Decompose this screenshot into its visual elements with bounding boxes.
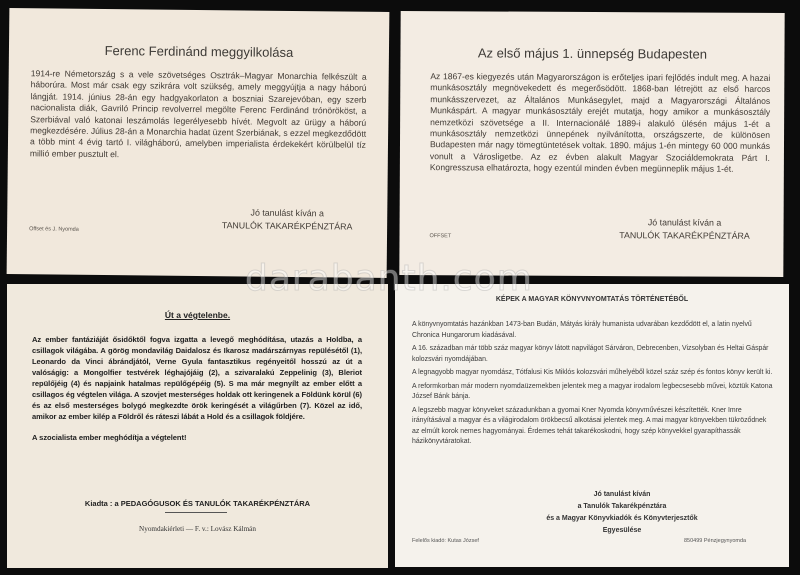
card-footer-right: 850499 Pénzjegynyomda (684, 538, 747, 544)
card-signature (197, 206, 377, 233)
signature-line-2: a Tanulók Takarékpénztára (577, 503, 667, 510)
signature-line-1: Jó tanulást kíván a (647, 217, 722, 228)
card-body (412, 320, 774, 451)
watermark: darabanth.com (245, 258, 533, 299)
card-paragraph: Az ember fantáziáját ősidőktől fogva izgatta a levegő meghódítása, utazás a Holdba, a csillagok világába. A görög mondavilág Daidalosz és Ikarosz madárszárnyas repülésétől (1), Leonardo da Vinci ábrándjától, Verne Gyula fantasztikus regényeitől hosszú az út a valóságig: a Mongolfier testvérek léghajójáig (2), a szivaralakú Zeppelinig (3), Bleriot repülőjéig (4) és napjaink hatalmas repülőgépéig (5). S ma már megnyílt az ember előtt a csillagos ég végtelen világa. A szovjet mesterséges holdak ott keringenek a Földünk körül (6) és az első mesterséges bolygó megkezdte örök keringését a világűrben (7). Közel az idő, amikor az ember kilép a Földről és ráteszi lábát a Hold és a csillagok földjére. (32, 335, 362, 422)
card-footer-left: Felelős kiadó: Kutas József (412, 538, 479, 544)
printer-line: Nyomdakiérleti — F. v.: Lovász Kálmán (139, 525, 256, 533)
card-paragraph: A legszebb magyar könyveket századunkban a gyomai Kner Nyomda könyvművészei készítették. Kner Imre irányításával a magyar és a világirodalom örökbecsű alkotásai jelentek meg. A mai magyar könyvekben tükröződnek az elmúlt korok nemes hagyományai. Érdemes tehát takarékoskodni, hogy szép könyvekkel gyarapíthassák házikönyvtáratokat. (412, 406, 767, 445)
publisher-line: Kiadta : a PEDAGÓGUSOK ÉS TANULÓK TAKARÉKPÉNZTÁRA (84, 499, 311, 508)
card-paragraph: A reformkorban már modern nyomdaüzemekben jelentek meg a magyar irodalom legbecsesebb művei, köztük Katona József Bánk bánja. (412, 382, 773, 400)
signature-line-4: Egyesülése (602, 527, 642, 534)
card-majus-1 (399, 11, 784, 277)
card-footer: OFFSET (429, 233, 452, 240)
card-title: Ferenc Ferdinánd meggyilkolása (104, 43, 294, 60)
divider (165, 512, 227, 513)
signature-line-2: TANULÓK TAKARÉKPÉNZTÁRA (619, 229, 750, 241)
signature-line-1: Jó tanulást kíván (593, 491, 651, 498)
card-body (32, 334, 362, 443)
signature-line-1: Jó tanulást kíván a (250, 207, 324, 219)
card-body: 1914-re Németország s a vele szövetséges Osztrák–Magyar Monarchia felkészült a háborúra. Most már csak egy szikrára volt szükség, amely meggyújtja a nagy háború lángját. 1914. június 28-án egy hadgyakorlaton a boszniai Szarejevóban, egy szerb nacionalista diák, Gavriló Princip revolverrel megölte Ferenc Ferdinánd trónörököst, a Szerbiával való katonai leszámolás legerélyesebb hívét. Megvolt az ürügy a háború megkezdésére. Július 28-án a Monarchia hadat üzent Szerbiának, s ezzel megkezdődött a több mint 4 évig tartó I. világháború, amelyben imperialista érdekekért körülbelül tíz millió ember pusztult el. (29, 68, 367, 160)
card-paragraph: A könyvnyomtatás hazánkban 1473-ban Budán, Mátyás király humanista udvarában kezdődött el, a latin nyelvű Chronica Hungarorum kiadásával. (412, 321, 752, 339)
card-signature (455, 489, 789, 537)
card-paragraph: A legnagyobb magyar nyomdász, Tótfalusi Kis Miklós kolozsvári műhelyéből közel száz szép és fontos könyv került ki. (412, 369, 773, 376)
signature-line-2: TANULÓK TAKARÉKPÉNZTÁRA (221, 219, 353, 232)
card-title: Az első május 1. ünnepség Budapesten (477, 45, 708, 62)
card-paragraph: A 16. században már több száz magyar könyv látott napvilágot Sárváron, Debrecenben, Vizsolyban és Heltai Gáspár kolozsvári nyomdájában. (412, 345, 769, 363)
card-ut-a-vegtelenbe (7, 284, 388, 568)
signature-line-3: és a Magyar Könyvkiadók és Könyvterjesztők (546, 515, 698, 522)
card-signature (594, 216, 774, 242)
card-konyvnyomtatas (395, 284, 789, 567)
card-slogan: A szocialista ember meghódítja a végtelent! (32, 433, 187, 443)
card-title: Út a végtelenbe. (164, 310, 231, 320)
card-title: KÉPEK A MAGYAR KÖNYVNYOMTATÁS TÖRTÉNETÉBŐL (495, 296, 689, 303)
card-footer: Offset és J. Nyomda (29, 226, 79, 233)
card-body: Az 1867-es kiegyezés után Magyarországon is erőteljes ipari fejlődés indult meg. A hazai munkásosztály megnövekedett és megerősödött. 1868-ban létrejött az első harcos munkásszervezet, az Általános Munkásegylet, majd a Magyarországi Általános Munkáspárt. A magyar munkásosztály erejét mutatja, hogy amikor a munkásosztály nemzetközi szövetsége a II. Internacionálé 1889-i alakuló ülésén május 1-ét a munkásosztály nemzetközi ünnepének nyilvánította, országszerte, de különösen Budapesten már nagy tömegtüntetések voltak. 1890. május 1-én mintegy 60 000 munkás vonult a Városligetbe. Az ez évben alakult Magyar Szociáldemokrata Párt I. Kongresszusa elhatározta, hogy ezentúl minden évben megünneplik május 1-ét. (429, 71, 771, 174)
card-ferenc-ferdinand (7, 8, 390, 278)
